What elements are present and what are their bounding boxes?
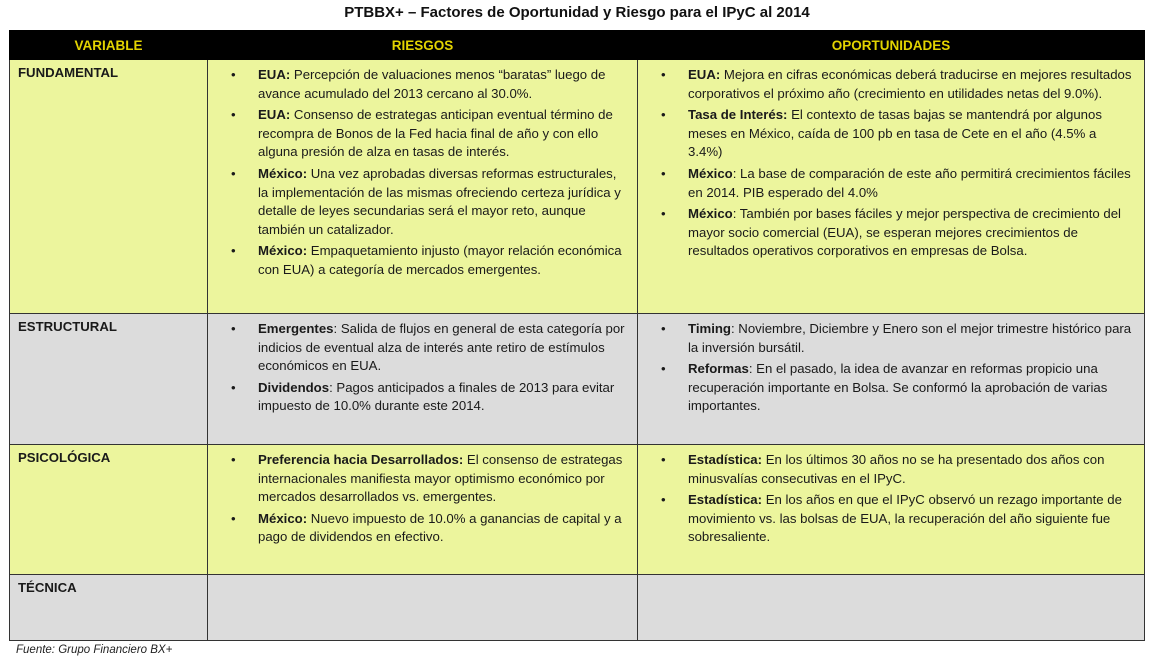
oportunidades-list [638, 314, 1144, 425]
list-item: • México: La base de comparación de este año permitirá crecimientos fáciles en 2014. PIB esperado del 4.0% [688, 165, 1132, 202]
variable-cell [10, 314, 208, 445]
list-item: • Reformas: En el pasado, la idea de avanzar en reformas propicio una recuperación importante en Bolsa. Se conformó la aprobación de varias importantes. [688, 360, 1132, 416]
oportunidades-list [638, 445, 1144, 556]
variable-name: FUNDAMENTAL [18, 65, 119, 80]
header-oportunidades: OPORTUNIDADES [638, 31, 1145, 60]
factors-table [9, 30, 1145, 641]
riesgos-list [208, 314, 637, 425]
list-item: • EUA: Percepción de valuaciones menos “baratas” luego de avance acumulado del 2013 cercano al 30.0%. [258, 66, 625, 103]
oportunidades-cell [638, 445, 1145, 575]
list-item: • Emergentes: Salida de flujos en general de esta categoría por indicios de eventual alza de interés ante retiro de estímulos económicos en EUA. [258, 320, 625, 376]
oportunidades-cell [638, 575, 1145, 641]
list-item: • Timing: Noviembre, Diciembre y Enero son el mejor trimestre histórico para la inversión bursátil. [688, 320, 1132, 357]
row-tecnica [10, 575, 1145, 641]
riesgos-list [208, 60, 637, 289]
header-row [10, 31, 1145, 60]
variable-cell [10, 575, 208, 641]
list-item: • México: Empaquetamiento injusto (mayor relación económica con EUA) a categoría de mercados emergentes. [258, 242, 625, 279]
variable-name: TÉCNICA [18, 580, 77, 595]
oportunidades-cell [638, 60, 1145, 314]
variable-cell [10, 445, 208, 575]
riesgos-cell [208, 314, 638, 445]
list-item: • Tasa de Interés: El contexto de tasas bajas se mantendrá por algunos meses en México, caída de 100 pb en tasa de Cete en el año (4.5% a 3.4%) [688, 106, 1132, 162]
list-item: • EUA: Consenso de estrategas anticipan eventual término de recompra de Bonos de la Fed hacia final de año y con ello alguna presión de alza en tasas de interés. [258, 106, 625, 162]
list-item: • Estadística: En los años en que el IPyC observó un rezago importante de movimiento vs. las bolsas de EUA, la recuperación del año siguiente fue sobresaliente. [688, 491, 1132, 547]
riesgos-cell [208, 60, 638, 314]
oportunidades-cell [638, 314, 1145, 445]
list-item: • Preferencia hacia Desarrollados: El consenso de estrategas internacionales manifiesta mayor optimismo económico por mercados desarrollados vs. emergentes. [258, 451, 625, 507]
row-fundamental [10, 60, 1145, 314]
header-variable: VARIABLE [10, 31, 208, 60]
list-item: • México: También por bases fáciles y mejor perspectiva de crecimiento del mayor socio comercial (EUA), se esperan mejores crecimientos de resultados operativos corporativos en empresas de Bolsa. [688, 205, 1132, 261]
riesgos-cell [208, 575, 638, 641]
list-item: • Dividendos: Pagos anticipados a finales de 2013 para evitar impuesto de 10.0% durante este 2014. [258, 379, 625, 416]
page-title: PTBBX+ – Factores de Oportunidad y Riesgo para el IPyC al 2014 [344, 4, 810, 21]
row-estructural [10, 314, 1145, 445]
header-riesgos: RIESGOS [208, 31, 638, 60]
variable-cell [10, 60, 208, 314]
list-item: • México: Nuevo impuesto de 10.0% a ganancias de capital y a pago de dividendos en efectivo. [258, 510, 625, 547]
source-note: Fuente: Grupo Financiero BX+ [16, 644, 173, 656]
list-item: • EUA: Mejora en cifras económicas deberá traducirse en mejores resultados corporativos el próximo año (crecimiento en utilidades netas del 9.0%). [688, 66, 1132, 103]
variable-name: ESTRUCTURAL [18, 319, 117, 334]
riesgos-cell [208, 445, 638, 575]
list-item: • Estadística: En los últimos 30 años no se ha presentado dos años con minusvalías consecutivas en el IPyC. [688, 451, 1132, 488]
riesgos-list [208, 445, 637, 556]
oportunidades-list [638, 60, 1144, 270]
list-item: • México: Una vez aprobadas diversas reformas estructurales, la implementación de las mismas ofreciendo certeza jurídica y detalle de leyes secundarias será el mayor reto, aunque también un catalizador. [258, 165, 625, 239]
row-psicologica [10, 445, 1145, 575]
variable-name: PSICOLÓGICA [18, 450, 111, 465]
